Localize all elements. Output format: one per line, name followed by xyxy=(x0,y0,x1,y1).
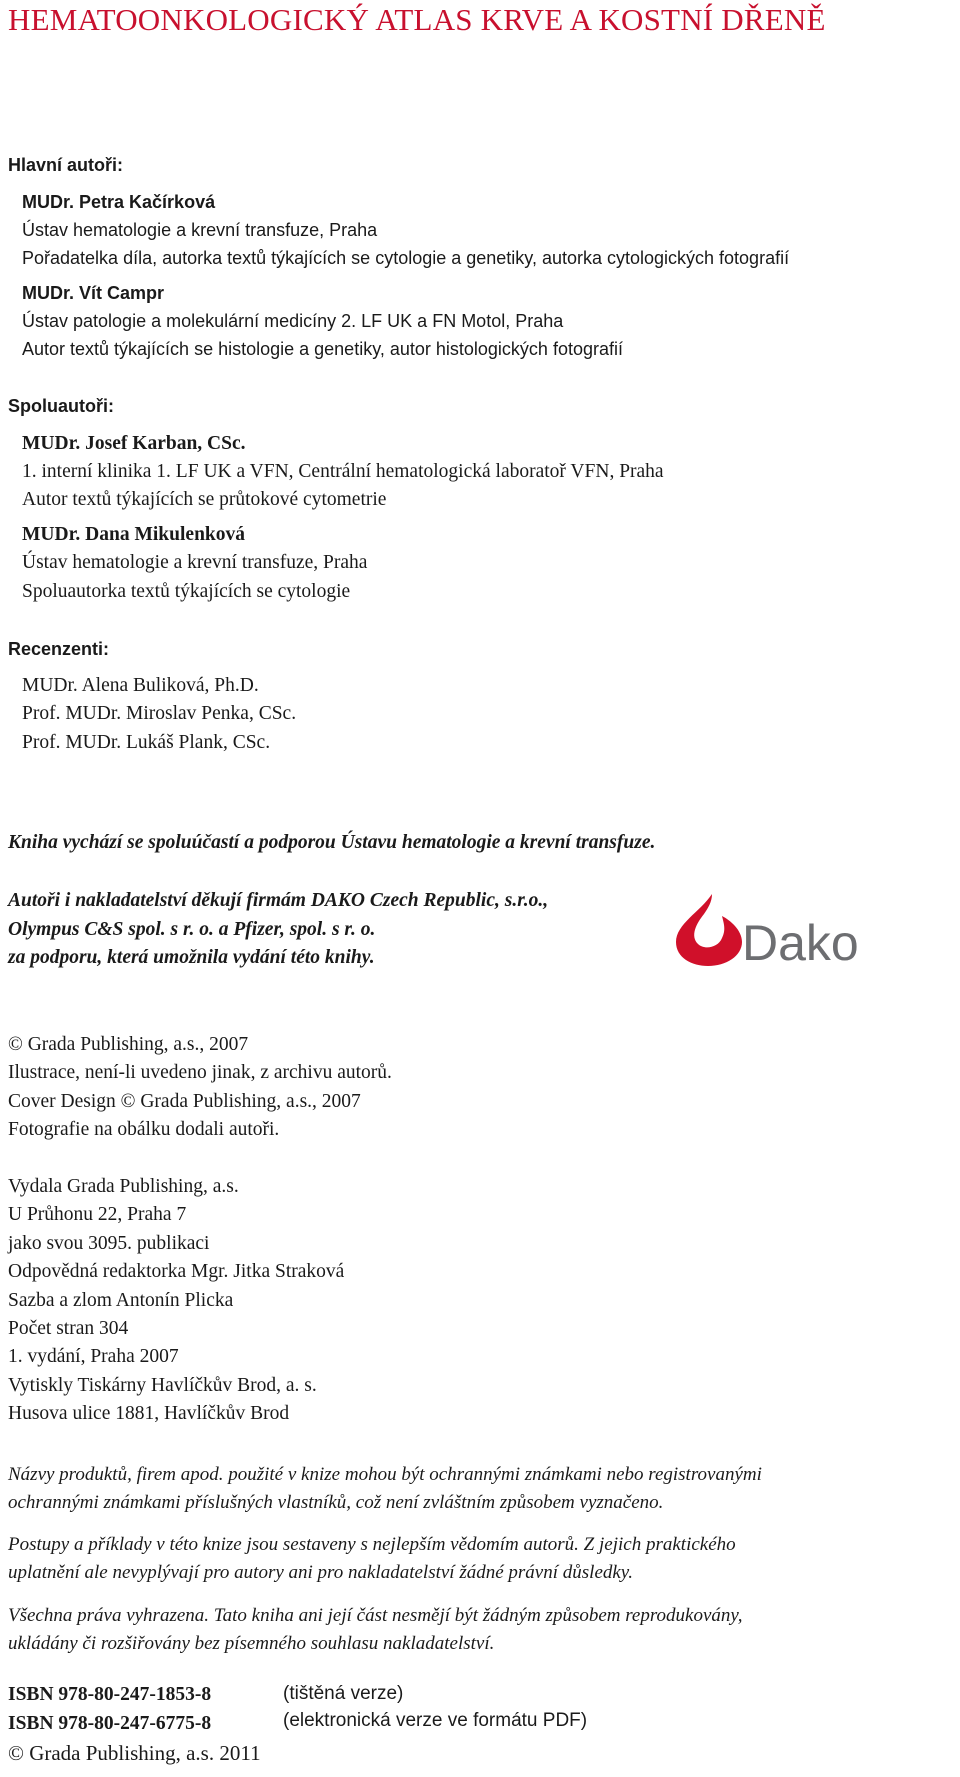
notice-line: Názvy produktů, firem apod. použité v knize mohou být ochrannými známkami nebo registrovanými xyxy=(8,1464,762,1485)
publisher-line: Sazba a zlom Antonín Plicka xyxy=(8,1290,234,1311)
author-affiliation: Ústav patologie a molekulární medicíny 2. LF UK a FN Motol, Praha xyxy=(22,311,564,331)
notice-line: ukládány či rozšiřovány bez písemného souhlasu nakladatelství. xyxy=(8,1633,495,1654)
author-role: Autor textů týkajících se histologie a genetiky, autor histologických fotografií xyxy=(22,339,623,359)
author-name: MUDr. Petra Kačírková xyxy=(22,192,216,212)
thanks-line: za podporu, která umožnila vydání této knihy. xyxy=(8,947,375,968)
copyright-line: © Grada Publishing, a.s., 2007 xyxy=(8,1034,249,1055)
author-affiliation: Ústav hematologie a krevní transfuze, Praha xyxy=(22,220,378,240)
reviewer-name: Prof. MUDr. Lukáš Plank, CSc. xyxy=(22,732,271,753)
dako-logo-text: Dako xyxy=(742,915,859,970)
isbn-pdf: ISBN 978-80-247-6775-8 xyxy=(8,1713,212,1734)
publisher-line: jako svou 3095. publikaci xyxy=(8,1233,210,1254)
author-role: Pořadatelka díla, autorka textů týkajících se cytologie a genetiky, autorka cytologických fotografií xyxy=(22,248,790,268)
coauthor-name: MUDr. Dana Mikulenková xyxy=(22,524,246,545)
reviewer-name: Prof. MUDr. Miroslav Penka, CSc. xyxy=(22,703,297,724)
copyright-line: Cover Design © Grada Publishing, a.s., 2007 xyxy=(8,1091,361,1112)
dako-logo-icon xyxy=(670,890,860,970)
copyright-line: Ilustrace, není-li uvedeno jinak, z archivu autorů. xyxy=(8,1062,392,1083)
isbn-print: ISBN 978-80-247-1853-8 xyxy=(8,1684,212,1705)
coauthor-role: Autor textů týkajících se průtokové cytometrie xyxy=(22,489,387,510)
thanks-line: Olympus C&S spol. s r. o. a Pfizer, spol. s r. o. xyxy=(8,919,376,940)
publisher-line: Vytiskly Tiskárny Havlíčkův Brod, a. s. xyxy=(8,1375,317,1396)
thanks-line: Autoři i nakladatelství děkují firmám DAKO Czech Republic, s.r.o., xyxy=(8,890,549,911)
publisher-line: Vydala Grada Publishing, a.s. xyxy=(8,1176,239,1197)
coauthors-heading: Spoluautoři: xyxy=(8,396,114,416)
notice-line: uplatnění ale nevyplývají pro autory ani pro nakladatelství žádné právní důsledky. xyxy=(8,1562,633,1583)
final-copyright: © Grada Publishing, a.s. 2011 xyxy=(8,1741,261,1765)
publisher-line: 1. vydání, Praha 2007 xyxy=(8,1346,179,1367)
copyright-line: Fotografie na obálku dodali autoři. xyxy=(8,1119,280,1140)
publisher-line: Odpovědná redaktorka Mgr. Jitka Straková xyxy=(8,1261,345,1282)
notice-line: Postupy a příklady v této knize jsou sestaveny s nejlepším vědomím autorů. Z jejich praktického xyxy=(8,1534,736,1555)
publisher-line: U Průhonu 22, Praha 7 xyxy=(8,1204,187,1225)
author-name: MUDr. Vít Campr xyxy=(22,283,165,303)
reviewer-name: MUDr. Alena Buliková, Ph.D. xyxy=(22,675,259,696)
publisher-line: Počet stran 304 xyxy=(8,1318,129,1339)
support-note: Kniha vychází se spoluúčastí a podporou Ústavu hematologie a krevní transfuze. xyxy=(8,832,656,853)
book-title: HEMATOONKOLOGICKÝ ATLAS KRVE A KOSTNÍ DŘENĚ xyxy=(8,2,826,37)
notice-line: Všechna práva vyhrazena. Tato kniha ani její část nesmějí být žádným způsobem reprodukovány, xyxy=(8,1605,743,1626)
coauthor-affiliation: Ústav hematologie a krevní transfuze, Praha xyxy=(22,552,368,573)
publisher-line: Husova ulice 1881, Havlíčkův Brod xyxy=(8,1403,290,1424)
isbn-pdf-note: (elektronická verze ve formátu PDF) xyxy=(283,1710,588,1731)
coauthor-name: MUDr. Josef Karban, CSc. xyxy=(22,433,246,454)
isbn-print-note: (tištěná verze) xyxy=(283,1683,404,1704)
coauthor-affiliation: 1. interní klinika 1. LF UK a VFN, Centrální hematologická laboratoř VFN, Praha xyxy=(22,461,664,482)
coauthor-role: Spoluautorka textů týkajících se cytologie xyxy=(22,581,351,602)
reviewers-heading: Recenzenti: xyxy=(8,639,110,659)
notice-line: ochrannými známkami příslušných vlastníků, což není zvláštním způsobem vyznačeno. xyxy=(8,1492,664,1513)
main-authors-heading: Hlavní autoři: xyxy=(8,155,124,175)
